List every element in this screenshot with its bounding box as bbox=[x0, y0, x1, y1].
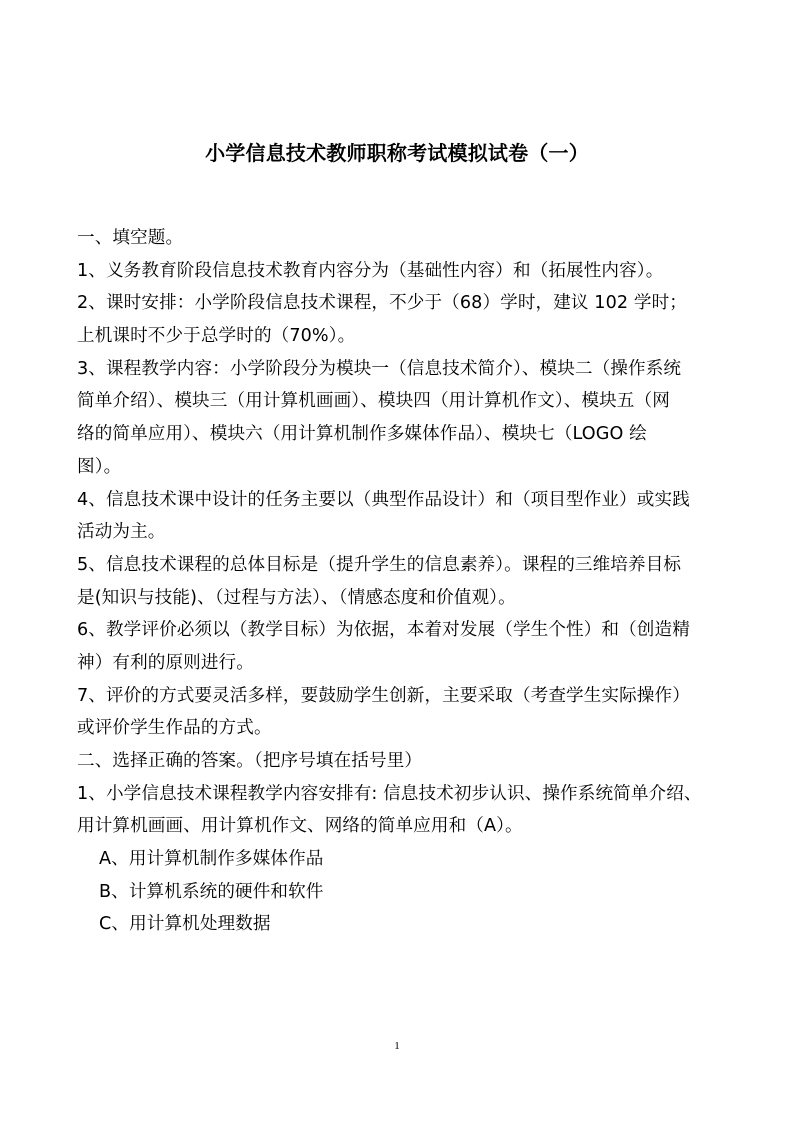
choice-question-1-line-2: 用计算机画画、用计算机作文、网络的简单应用和（A）。 bbox=[77, 816, 523, 837]
fill-question-5-line-1: 5、信息技术课程的总体目标是（提升学生的信息素养）。课程的三维培养目标 bbox=[77, 554, 682, 575]
fill-question-6-line-1: 6、教学评价必须以（教学目标）为依据，本着对发展（学生个性）和（创造精 bbox=[77, 620, 690, 641]
page-number: 1 bbox=[394, 1040, 400, 1052]
fill-question-5-line-2: 是(知识与技能)、（过程与方法）、（情感态度和价值观）。 bbox=[77, 587, 516, 608]
section-heading-fill-in: 一、填空题。 bbox=[77, 228, 184, 248]
choice-question-1-line-1: 1、小学信息技术课程教学内容安排有: 信息技术初步认识、操作系统简单介绍、 bbox=[77, 783, 702, 804]
fill-question-2-line-1: 2、课时安排：小学阶段信息技术课程，不少于（68）学时，建议 102 学时； bbox=[77, 293, 687, 314]
fill-question-4-line-1: 4、信息技术课中设计的任务主要以（典型作品设计）和（项目型作业）或实践 bbox=[77, 489, 690, 510]
fill-question-3-line-3: 络的简单应用）、模块六（用计算机制作多媒体作品）、模块七（LOGO 绘 bbox=[77, 424, 647, 445]
fill-question-2-line-2: 上机课时不少于总学时的（70%）。 bbox=[77, 326, 356, 347]
fill-question-3-line-2: 简单介绍）、模块三（用计算机画画）、模块四（用计算机作文）、模块五（网 bbox=[77, 391, 670, 412]
fill-question-7-line-2: 或评价学生作品的方式。 bbox=[77, 718, 272, 739]
choice-option-c: C、用计算机处理数据 bbox=[99, 914, 271, 935]
section-heading-multiple-choice: 二、选择正确的答案。（把序号填在括号里） bbox=[77, 751, 423, 771]
choice-option-b: B、计算机系统的硬件和软件 bbox=[99, 881, 324, 902]
fill-question-7-line-1: 7、评价的方式要灵活多样，要鼓励学生创新，主要采取（考查学生实际操作） bbox=[77, 685, 690, 706]
document-body bbox=[77, 222, 727, 941]
choice-option-a: A、用计算机制作多媒体作品 bbox=[99, 849, 324, 870]
fill-question-4-line-2: 活动为主。 bbox=[77, 522, 166, 543]
fill-question-6-line-2: 神）有利的原则进行。 bbox=[77, 652, 254, 673]
fill-question-1: 1、义务教育阶段信息技术教育内容分为（基础性内容）和（拓展性内容）。 bbox=[77, 260, 664, 281]
fill-question-3-line-4: 图）。 bbox=[77, 456, 122, 477]
fill-question-3-line-1: 3、课程教学内容：小学阶段分为模块一（信息技术简介）、模块二（操作系统 bbox=[77, 358, 682, 379]
page-title: 小学信息技术教师职称考试模拟试卷（一） bbox=[205, 141, 589, 165]
